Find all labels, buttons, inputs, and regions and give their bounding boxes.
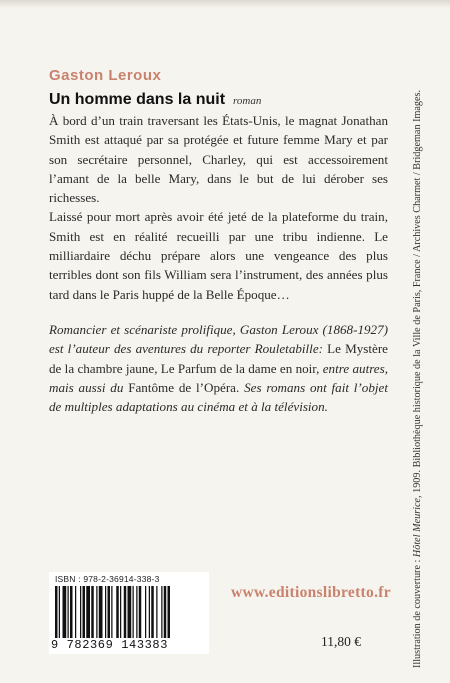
- barcode-bar: [139, 586, 142, 638]
- bio-mid: entre autres, mais aussi du: [49, 360, 388, 395]
- genre-label: roman: [233, 95, 262, 107]
- synopsis-paragraph: Laissé pour mort après avoir été jeté de la plateforme du train, Smith est en réalité recueilli par une tribu indienne. Le milliardaire déchu prépare alors une vengeance des plus terribles dont son fils William sera l’instrument, des années plus tard dans le Paris huppé de la Belle Époque…: [49, 209, 388, 302]
- barcode-bar: [120, 586, 121, 638]
- credit-prefix: Illustration de couverture :: [412, 559, 423, 668]
- barcode-bar: [164, 586, 167, 638]
- barcode-bar: [108, 586, 111, 638]
- barcode-bar: [83, 586, 86, 638]
- barcode-bar: [168, 586, 171, 638]
- synopsis-paragraph: À bord d’un train traversant les États-Unis, le magnat Jonathan Smith est attaqué par sa protégée et future femme Mary et par son secrétaire personnel, Charley, qui est accessoirement l’amant de la belle Mary, dans le but de lui dérober ses richesses.: [49, 113, 388, 206]
- price-label: 11,80 €: [321, 634, 361, 649]
- barcode-bar: [63, 586, 67, 638]
- bio-outro: Ses romans ont fait l’objet de multiples adaptations au cinéma et à la télévision.: [49, 379, 388, 415]
- barcode-bar: [156, 586, 157, 638]
- barcode-bar: [80, 586, 81, 638]
- publisher-website[interactable]: www.editionslibretto.fr: [231, 584, 391, 601]
- barcode-bar: [145, 586, 146, 638]
- barcode-bar: [136, 586, 137, 638]
- title-line: [49, 91, 261, 109]
- barcode-bar: [128, 586, 132, 638]
- barcode-bar: [133, 586, 134, 638]
- barcode-icon: [55, 586, 203, 638]
- credit-work: Hôtel Meurice,: [412, 495, 423, 558]
- barcode-bar: [116, 586, 119, 638]
- barcode-bar: [55, 586, 58, 638]
- barcode-bar: [59, 586, 60, 638]
- cover-top-edge: [0, 0, 450, 8]
- barcode-bar: [161, 586, 162, 638]
- barcode-bar: [105, 586, 106, 638]
- bio-works: Le Mystère de la chambre jaune, Le Parfum de la dame en noir,: [49, 341, 388, 376]
- barcode-bar: [124, 586, 127, 638]
- author-name: Gaston Leroux: [49, 67, 162, 84]
- barcode-block: [49, 572, 209, 654]
- barcode-bar: [96, 586, 97, 638]
- barcode-bar: [149, 586, 150, 638]
- barcode-number: 9 782369 143383: [51, 638, 169, 652]
- isbn-label: ISBN : 978-2-36914-338-3: [55, 574, 160, 584]
- barcode-bar: [68, 586, 69, 638]
- book-title: Un homme dans la nuit: [49, 91, 226, 108]
- cover-credit: [412, 88, 423, 668]
- barcode-bar: [91, 586, 94, 638]
- barcode-bar: [151, 586, 154, 638]
- barcode-bar: [111, 586, 112, 638]
- barcode-bar: [75, 586, 76, 638]
- barcode-bar: [86, 586, 90, 638]
- barcode-bar: [99, 586, 103, 638]
- author-bio: [49, 320, 388, 416]
- barcode-bar: [70, 586, 73, 638]
- credit-rest: 1909. Bibliothèque historique de la Ville de Paris, France / Archives Charmet / Bridgeman Images.: [412, 89, 423, 493]
- bio-intro: Romancier et scénariste prolifique, Gaston Leroux (1868-1927) est l’auteur des aventures du reporter Rouletabille:: [49, 322, 388, 357]
- bio-work-opera: Fantôme de l’Opéra.: [128, 379, 240, 395]
- synopsis: [49, 111, 388, 304]
